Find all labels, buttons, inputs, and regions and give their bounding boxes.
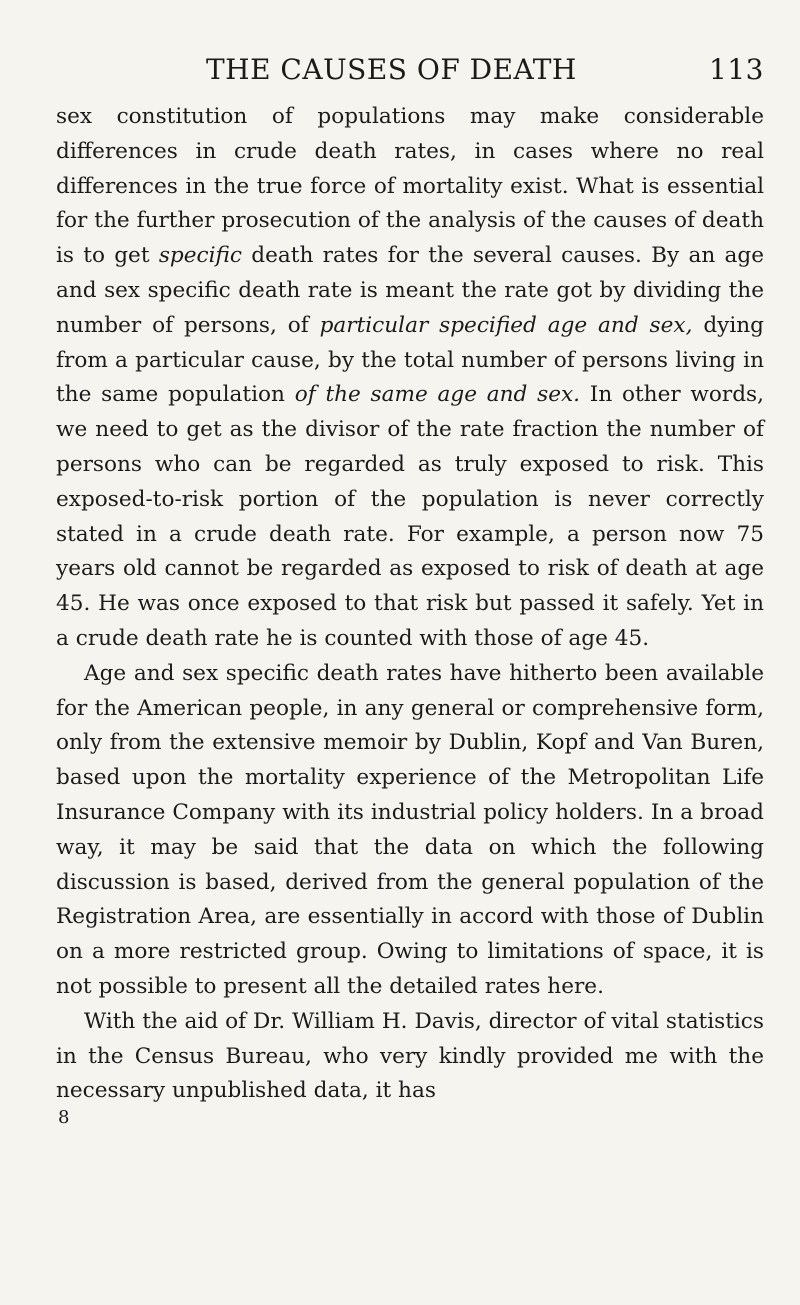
text-run: dying from a particular cause, by the total number of persons living in the same population [56,312,764,408]
italic-text: specific [158,243,242,269]
paragraph [56,100,764,657]
italic-text: of the same age and sex. [294,382,581,408]
running-title: THE CAUSES OF DEATH [206,53,577,86]
running-header [56,40,764,100]
italic-text: particular specified age and sex, [319,312,693,338]
book-page [56,40,764,1129]
text-run: sex constitution of populations may make considerable differences in crude death rates, in cases where no real differences in the true force of mortality exist. What is essential for the further prosecution of the analysis of the causes of death is to get [56,104,764,269]
text-run: Age and sex specific death rates have hitherto been available for the American people, in any general or comprehensive form, only from the extensive memoir by Dublin, Kopf and Van Buren, based upon the mortality experience of the Metropolitan Life Insurance Company with its industrial policy holders. In a broad way, it may be said that the data on which the following discussion is based, derived from the general population of the Registration Area, are essentially in accord with those of Dublin on a more restricted group. Owing to limitations of space, it is not possible to present all the detailed rates here. [56,660,764,999]
page-number: 113 [709,53,764,86]
paragraph [56,657,764,1005]
text-run: death rates for the several causes. By an age and sex specific death rate is meant the rate got by dividing the number of persons, of [56,243,764,338]
paragraph [56,1005,764,1109]
signature-mark: 8 [58,1107,70,1129]
body-text [56,100,764,1109]
text-run: In other words, we need to get as the divisor of the rate fraction the number of persons who can be regarded as truly exposed to risk. This exposed-to-risk portion of the population is never correctly stated in a crude death rate. For example, a person now 75 years old cannot be regarded as exposed to risk of death at age 45. He was once exposed to that risk but passed it safely. Yet in a crude death rate he is counted with those of age 45. [56,382,765,651]
text-run: With the aid of Dr. William H. Davis, director of vital statistics in the Census Bureau, who very kindly provided me with the necessary unpublished data, it has [56,1008,764,1104]
